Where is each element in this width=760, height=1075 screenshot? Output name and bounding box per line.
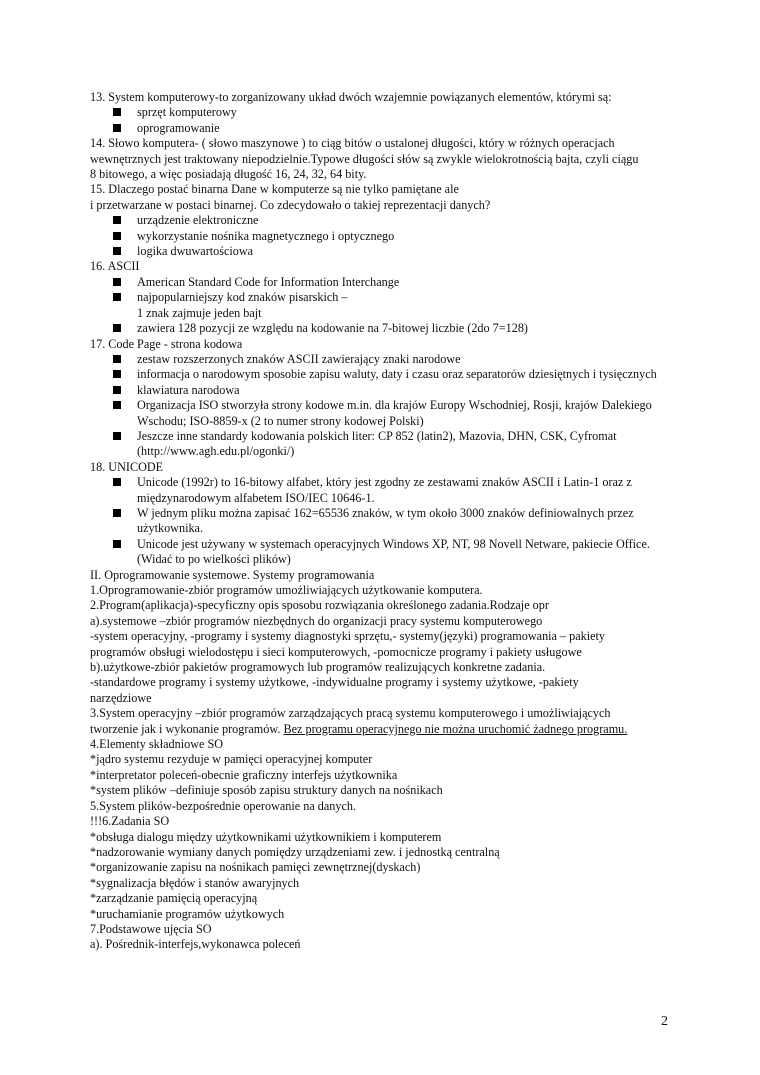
- list-item: zawiera 128 pozycji ze względu na kodowanie na 7-bitowej liczbie (2do 7=128): [90, 321, 675, 336]
- part2-line: a). Pośrednik-interfejs,wykonawca poleceń: [90, 937, 301, 952]
- list-item: Unicode jest używany w systemach operacyjnych Windows XP, NT, 98 Novell Netware, pakiecie Office. (Widać to po wielkości plików): [90, 537, 675, 568]
- part2-line: *zarządzanie pamięcią operacyjną: [90, 891, 258, 906]
- list-item: W jednym pliku można zapisać 162=65536 znaków, w tym około 3000 znaków definiowalnych przez użytkownika.: [90, 506, 675, 537]
- so-underlined-note: Bez programu operacyjnego nie można uruchomić żadnego programu.: [283, 721, 628, 736]
- s14-line: 14. Słowo komputera- ( słowo maszynowe ) to ciąg bitów o ustalonej długości, który w różnych operacjach: [90, 136, 615, 151]
- part2-line: 3.System operacyjny –zbiór programów zarządzających pracą systemu komputerowego i umożliwiających: [90, 706, 611, 721]
- s14-line: 8 bitowego, a więc posiadają długość 16, 24, 32, 64 bity.: [90, 167, 367, 182]
- s17-list: [90, 352, 675, 460]
- list-item: [90, 290, 675, 321]
- list-item: Jeszcze inne standardy kodowania polskich liter: CP 852 (latin2), Mazovia, DHN, CSK, Cyfromat (http://www.agh.edu.pl/ogonki/): [90, 429, 675, 460]
- list-item: sprzęt komputerowy: [90, 105, 675, 120]
- s16-list: [90, 275, 675, 337]
- s13-list: [90, 105, 675, 136]
- list-item: American Standard Code for Information Interchange: [90, 275, 675, 290]
- list-item: Organizacja ISO stworzyła strony kodowe m.in. dla krajów Europy Wschodniej, Rosji, krajów Dalekiego Wschodu; ISO-8859-x (2 to numer strony kodowej Polski): [90, 398, 675, 429]
- s14-line: wewnętrznych jest traktowany niepodzielnie.Typowe długości słów są zwykle wielokrotnością bajta, czyli ciągu: [90, 151, 639, 166]
- part2-line: *sygnalizacja błędów i stanów awaryjnych: [90, 875, 300, 890]
- part2-line: 7.Podstawowe ujęcia SO: [90, 921, 212, 936]
- part2-line: *jądro systemu rezyduje w pamięci operacyjnej komputer: [90, 752, 373, 767]
- s15-line: i przetwarzane w postaci binarnej. Co zdecydowało o takiej reprezentacji danych?: [90, 197, 491, 212]
- part2-line: b).użytkowe-zbiór pakietów programowych lub programów realizujących konkretne zadania.: [90, 660, 546, 675]
- part2-line: 4.Elementy składniowe SO: [90, 737, 224, 752]
- list-item: urządzenie elektroniczne: [90, 213, 675, 228]
- part2-line: narzędziowe: [90, 690, 152, 705]
- part2-line: *system plików –definiuje sposób zapisu struktury danych na nośnikach: [90, 783, 443, 798]
- part2-line: -system operacyjny, -programy i systemy diagnostyki sprzętu,- systemy(języki) programowania – pakiety: [90, 629, 606, 644]
- part2-line: 2.Program(aplikacja)-specyficzny opis sposobu rozwiązania określonego zadania.Rodzaje opr: [90, 598, 549, 613]
- part2-line: *interpretator poleceń-obecnie graficzny interfejs użytkownika: [90, 767, 398, 782]
- part2-line: 1.Oprogramowanie-zbiór programów umożliwiających użytkowanie komputera.: [90, 583, 483, 597]
- part2-line: [90, 722, 675, 737]
- page-number: 2: [661, 1014, 668, 1029]
- part2-line: a).systemowe –zbiór programów niezbędnych do organizacji pracy systemu komputerowego: [90, 613, 543, 628]
- part2-line: !!!6.Zadania SO: [90, 814, 170, 829]
- s18-heading: 18. UNICODE: [90, 459, 164, 474]
- page-body: [90, 90, 675, 953]
- part2-line: II. Oprogramowanie systemowe. Systemy programowania: [90, 567, 375, 582]
- s15-line: 15. Dlaczego postać binarna Dane w komputerze są nie tylko pamiętane ale: [90, 182, 459, 197]
- list-item-line: najpopularniejszy kod znaków pisarskich –: [137, 290, 348, 305]
- list-item: Unicode (1992r) to 16-bitowy alfabet, który jest zgodny ze zestawami znaków ASCII i Latin-1 oraz z międzynarodowym alfabetem ISO/IEC 10646-1.: [90, 475, 675, 506]
- list-item: zestaw rozszerzonych znaków ASCII zawierający znaki narodowe: [90, 352, 675, 367]
- list-item: oprogramowanie: [90, 121, 675, 136]
- part2-line: -standardowe programy i systemy użytkowe, -indywidualne programy i systemy użytkowe, -pakiety: [90, 675, 579, 690]
- list-item: wykorzystanie nośnika magnetycznego i optycznego: [90, 229, 675, 244]
- part2-line: *nadzorowanie wymiany danych pomiędzy urządzeniami zew. i jednostką centralną: [90, 844, 500, 859]
- part2-line: *organizowanie zapisu na nośnikach pamięci zewnętrznej(dyskach): [90, 860, 421, 875]
- part2-line: *obsługa dialogu między użytkownikami użytkownikiem i komputerem: [90, 829, 442, 844]
- s18-list: [90, 475, 675, 567]
- s15-list: [90, 213, 675, 259]
- part2-line: 5.System plików-bezpośrednie operowanie na danych.: [90, 798, 357, 813]
- list-item: informacja o narodowym sposobie zapisu waluty, daty i czasu oraz separatorów dziesiętnych i tysięcznych: [90, 367, 675, 382]
- list-item-line: 1 znak zajmuje jeden bajt: [137, 305, 262, 320]
- so-line-start: tworzenie jak i wykonanie programów.: [90, 721, 284, 736]
- s17-heading: 17. Code Page - strona kodowa: [90, 336, 243, 351]
- s13-heading: 13. System komputerowy-to zorganizowany układ dwóch wzajemnie powiązanych elementów, którymi są:: [90, 90, 612, 104]
- part2-line: *uruchamianie programów użytkowych: [90, 906, 285, 921]
- s16-heading: 16. ASCII: [90, 259, 140, 274]
- part2-line: programów obsługi wielodostępu i sieci komputerowych, -pomocnicze programy i pakiety usługowe: [90, 644, 582, 659]
- list-item: klawiatura narodowa: [90, 383, 675, 398]
- list-item: logika dwuwartościowa: [90, 244, 675, 259]
